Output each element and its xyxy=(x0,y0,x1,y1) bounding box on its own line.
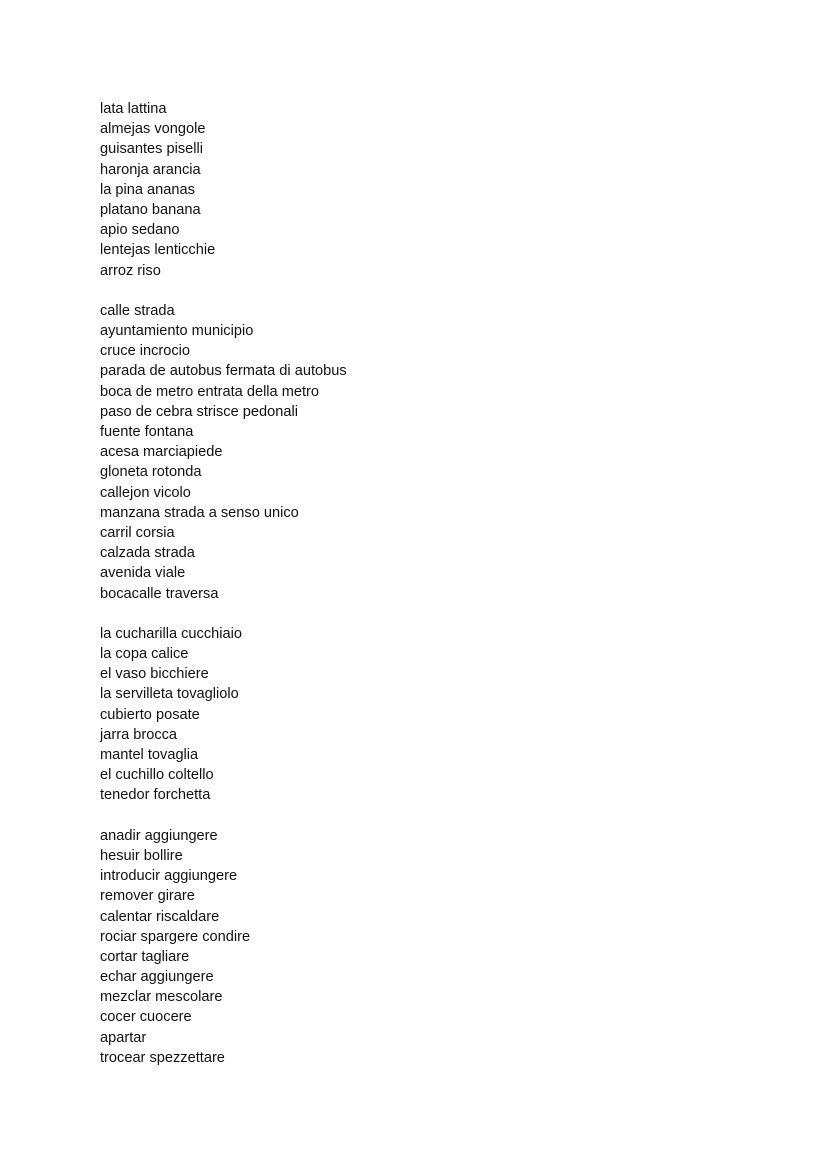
vocabulary-group xyxy=(100,301,347,604)
vocabulary-line: introducir aggiungere xyxy=(100,868,238,885)
document-page xyxy=(100,99,347,1088)
vocabulary-line: el vaso bicchiere xyxy=(100,666,209,683)
vocabulary-line: almejas vongole xyxy=(100,121,206,138)
vocabulary-line: fuente fontana xyxy=(100,424,194,440)
vocabulary-line: trocear spezzettare xyxy=(100,1049,225,1066)
vocabulary-line: echar aggiungere xyxy=(100,969,214,986)
vocabulary-line: cubierto posate xyxy=(100,706,200,723)
vocabulary-group xyxy=(100,826,347,1068)
vocabulary-line: guisantes piselli xyxy=(100,141,204,158)
vocabulary-line: cruce incrocio xyxy=(100,343,191,360)
vocabulary-line: calentar riscaldare xyxy=(100,908,220,925)
vocabulary-line: calzada strada xyxy=(100,545,195,562)
vocabulary-line: ayuntamiento municipio xyxy=(100,323,254,340)
vocabulary-line: lata lattina xyxy=(100,101,167,117)
vocabulary-line: la cucharilla cucchiaio xyxy=(100,625,242,642)
vocabulary-line: carril corsia xyxy=(100,524,175,541)
vocabulary-line: apartar xyxy=(100,1029,147,1046)
vocabulary-line: apio sedano xyxy=(100,222,180,239)
vocabulary-line: avenida viale xyxy=(100,565,186,582)
vocabulary-line: lentejas lenticchie xyxy=(100,242,216,259)
vocabulary-line: platano banana xyxy=(100,201,201,218)
vocabulary-line: cocer cuocere xyxy=(100,1009,192,1026)
vocabulary-line: callejon vicolo xyxy=(100,484,191,501)
vocabulary-line: paso de cebra strisce pedonali xyxy=(100,403,298,420)
vocabulary-line: jarra brocca xyxy=(100,726,178,743)
vocabulary-line: parada de autobus fermata di autobus xyxy=(100,363,347,380)
vocabulary-line: arroz riso xyxy=(100,262,161,279)
vocabulary-line: la servilleta tovagliolo xyxy=(100,686,239,703)
vocabulary-line: mezclar mescolare xyxy=(100,989,223,1006)
vocabulary-group xyxy=(100,99,347,281)
vocabulary-line: tenedor forchetta xyxy=(100,787,211,804)
vocabulary-line: gloneta rotonda xyxy=(100,464,202,481)
vocabulary-line: boca de metro entrata della metro xyxy=(100,383,320,400)
vocabulary-line: la pina ananas xyxy=(100,181,195,198)
vocabulary-line: bocacalle traversa xyxy=(100,585,219,602)
vocabulary-line: manzana strada a senso unico xyxy=(100,504,299,521)
vocabulary-line: acesa marciapiede xyxy=(100,444,223,461)
vocabulary-line: anadir aggiungere xyxy=(100,827,218,844)
vocabulary-group xyxy=(100,624,347,806)
vocabulary-line: la copa calice xyxy=(100,646,189,663)
vocabulary-line: mantel tovaglia xyxy=(100,747,199,763)
vocabulary-line: remover girare xyxy=(100,888,195,905)
vocabulary-line: rociar spargere condire xyxy=(100,928,251,945)
vocabulary-line: cortar tagliare xyxy=(100,948,190,965)
vocabulary-line: calle strada xyxy=(100,302,175,319)
vocabulary-line: el cuchillo coltello xyxy=(100,767,214,784)
vocabulary-line: haronja arancia xyxy=(100,161,201,178)
vocabulary-line: hesuir bollire xyxy=(100,847,183,864)
